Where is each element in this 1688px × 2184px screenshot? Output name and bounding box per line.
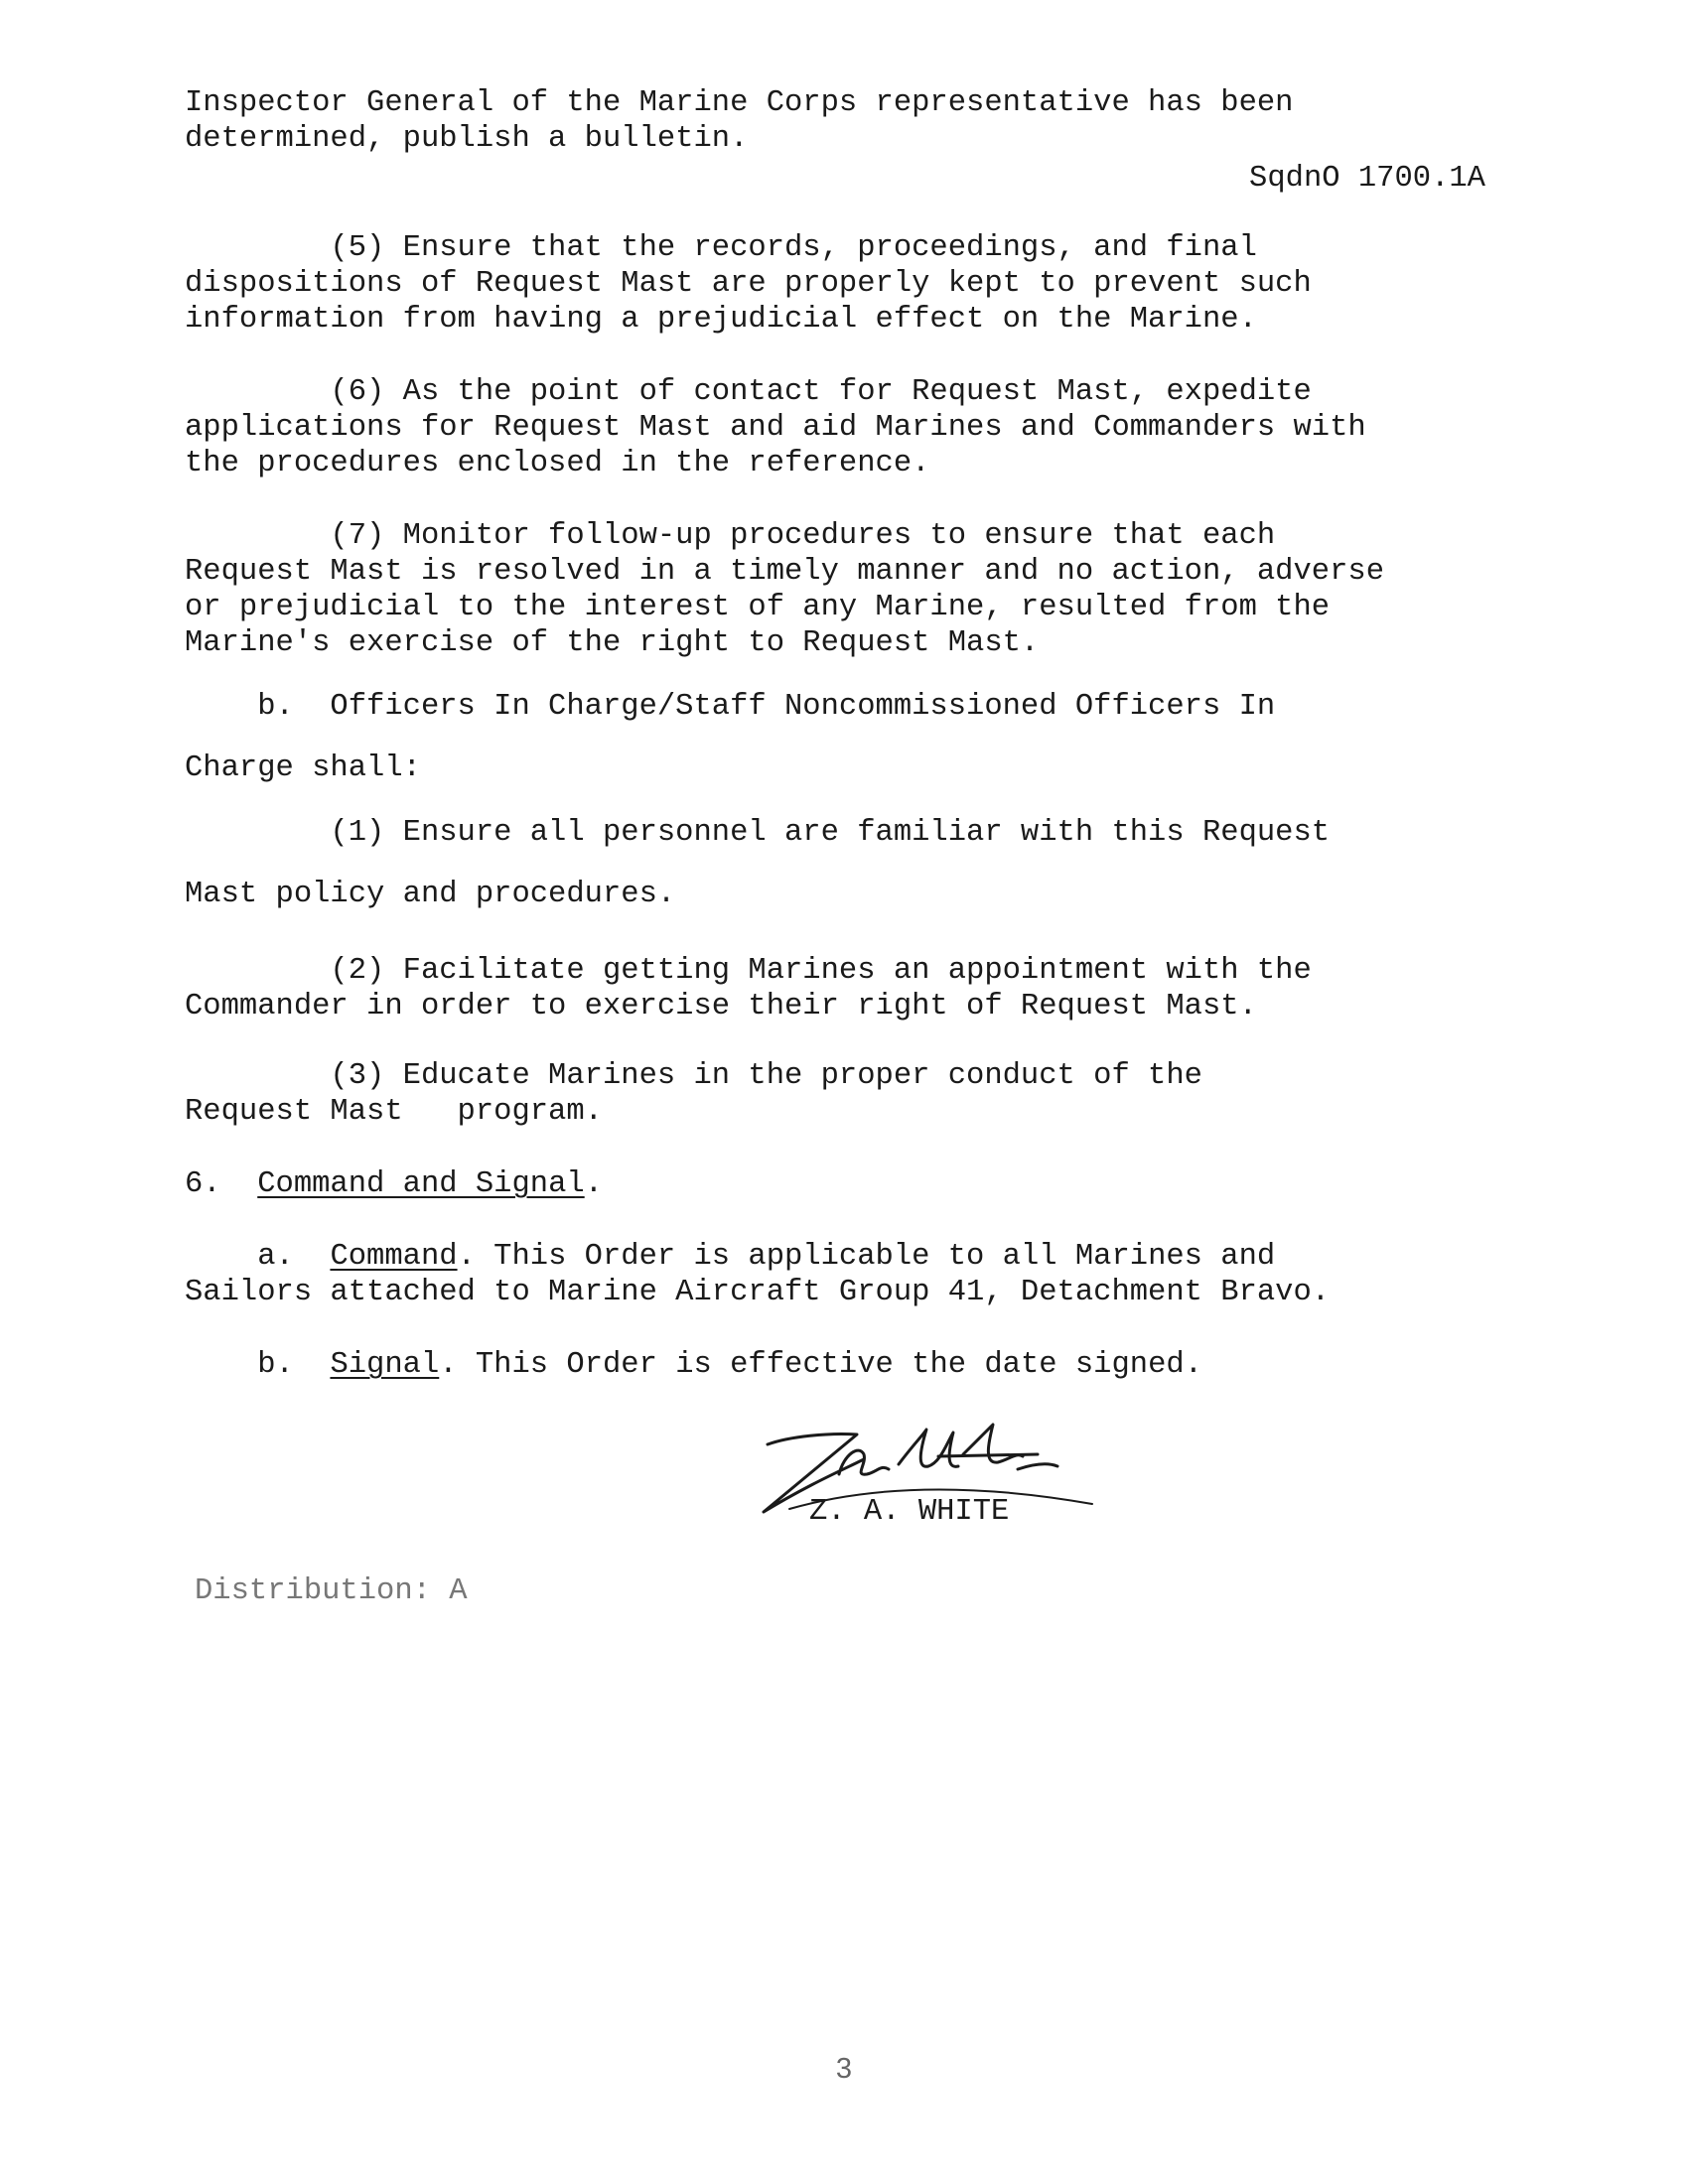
para-b-line-2: Charge shall: <box>185 751 421 785</box>
para-b1-line-1: (1) Ensure all personnel are familiar with this Request <box>185 816 1331 850</box>
signature-cross-stroke <box>938 1454 1038 1456</box>
para-b1-line-2: Mast policy and procedures. <box>185 878 676 911</box>
para-b-line-1: b. Officers In Charge/Staff Noncommissioned Officers In <box>185 690 1276 724</box>
continuation-line-2: determined, publish a bulletin. <box>185 122 749 156</box>
signer-name: Z. A. WHITE <box>809 1495 1010 1529</box>
section-6-number: 6. <box>185 1167 258 1201</box>
para-b2-line-2: Commander in order to exercise their right of Request Mast. <box>185 990 1257 1024</box>
para-5-line-1: (5) Ensure that the records, proceedings, and final <box>185 231 1257 265</box>
para-6-line-1: (6) As the point of contact for Request Mast, expedite <box>185 375 1312 409</box>
distribution-line: Distribution: A <box>195 1574 468 1608</box>
para-b3-line-1: (3) Educate Marines in the proper conduct of the <box>185 1059 1202 1093</box>
para-7-line-1: (7) Monitor follow-up procedures to ensure that each <box>185 519 1276 553</box>
section-6b-title: Signal <box>330 1348 440 1382</box>
signature-stroke-w <box>899 1430 958 1466</box>
section-6b-line <box>185 1347 1202 1383</box>
para-b3-line-2: Request Mast program. <box>185 1095 603 1129</box>
section-6b-text: . This Order is effective the date signed. <box>439 1348 1202 1382</box>
para-6-line-2: applications for Request Mast and aid Marines and Commanders with <box>185 411 1366 445</box>
section-6a-text: . This Order is applicable to all Marines and <box>457 1240 1276 1274</box>
signature-stroke-a <box>839 1450 889 1474</box>
para-5-line-2: dispositions of Request Mast are properly kept to prevent such <box>185 267 1312 301</box>
section-6a-line-1 <box>185 1239 1275 1275</box>
section-6-title: Command and Signal <box>257 1167 585 1201</box>
continuation-line-1: Inspector General of the Marine Corps representative has been <box>185 86 1294 120</box>
signature-tail <box>1018 1464 1057 1469</box>
para-6-line-3: the procedures enclosed in the reference. <box>185 447 930 480</box>
section-6b-prefix: b. <box>185 1348 331 1382</box>
section-6a-line-2: Sailors attached to Marine Aircraft Group 41, Detachment Bravo. <box>185 1276 1331 1309</box>
para-7-line-4: Marine's exercise of the right to Request Mast. <box>185 626 1040 660</box>
section-6-end: . <box>584 1167 603 1201</box>
para-5-line-3: information from having a prejudicial effect on the Marine. <box>185 303 1257 337</box>
para-7-line-2: Request Mast is resolved in a timely manner and no action, adverse <box>185 555 1384 589</box>
page-number: 3 <box>835 2053 853 2085</box>
order-number: SqdnO 1700.1A <box>1249 162 1485 196</box>
section-6a-title: Command <box>330 1240 458 1274</box>
para-7-line-3: or prejudicial to the interest of any Marine, resulted from the <box>185 591 1331 624</box>
section-6-heading <box>185 1166 603 1202</box>
section-6a-prefix: a. <box>185 1240 331 1274</box>
para-b2-line-1: (2) Facilitate getting Marines an appointment with the <box>185 954 1312 988</box>
